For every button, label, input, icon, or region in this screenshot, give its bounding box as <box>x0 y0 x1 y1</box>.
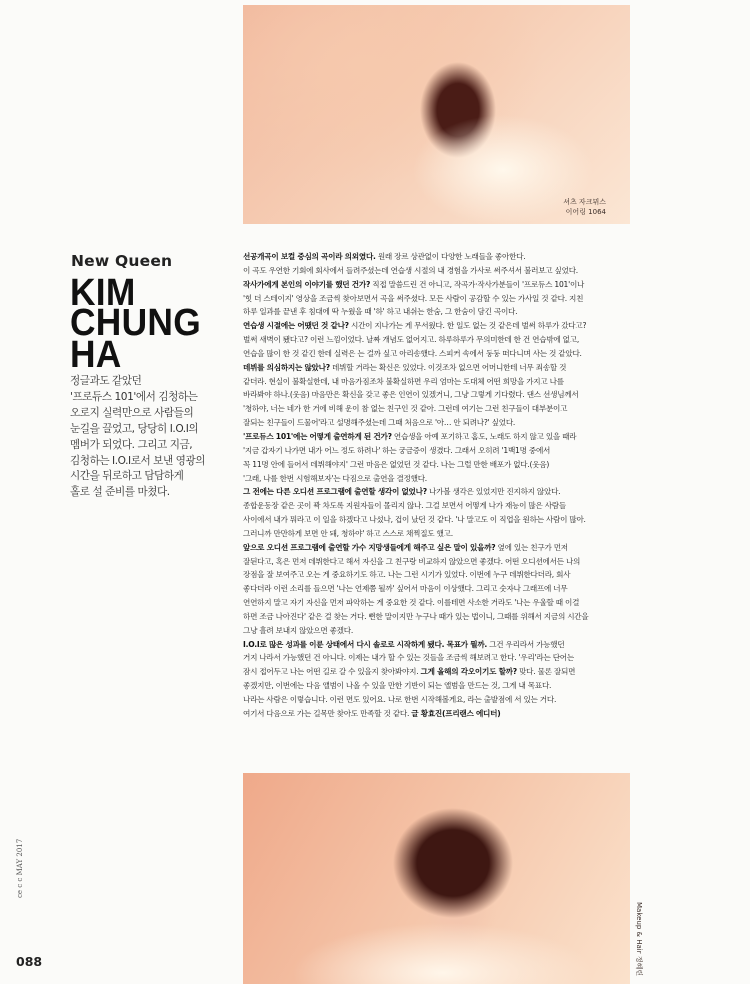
article-line <box>243 541 635 555</box>
interview-question: 그 전에는 다른 오디션 프로그램에 출연할 생각이 없었나? <box>243 487 427 497</box>
interview-answer: 연연하지 말고 자기 자신을 먼저 파악하는 게 중요한 것 같다. 이를테면 사소한 거라도 '나는 우울할 때 이걸 <box>243 598 580 608</box>
interview-answer: 꼭 11명 안에 들어서 데뷔해야지' 그런 마음은 없었던 것 같다. 나는 그럴 만한 배포가 없다.(웃음) <box>243 459 550 469</box>
headline-line: CHUNG <box>70 302 201 344</box>
intro-line: '프로듀스 101'에서 김청하는 <box>70 390 198 403</box>
interview-answer: 맞다. 물론 잘되면 <box>516 667 576 677</box>
headline-line: KIM <box>70 272 136 314</box>
article-line <box>243 305 635 319</box>
interview-question: 선공개곡이 보컬 중심의 곡이라 의외였다. <box>243 252 376 261</box>
section-eyebrow: New Queen <box>71 252 173 270</box>
article-line <box>243 651 635 665</box>
interview-answer: 나라는 사람은 이렇습니다. 이런 면도 있어요. 나로 한번 시작해볼게요, 라는 출발점에 서 있는 거다. <box>243 695 557 704</box>
interview-answer: 연습생을 아예 포기하고 홈도, 노래도 하지 않고 있을 때라 <box>391 431 577 441</box>
interview-answer: 그냥 흘려 보내지 않았으면 좋겠다. <box>243 625 354 635</box>
article-line <box>243 278 635 292</box>
article-line <box>243 430 635 444</box>
article-line <box>243 555 635 569</box>
interview-answer: 그러니까 만만하게 보면 안 돼, 청하야' 하고 스스로 채찍질도 했고. <box>243 528 453 538</box>
interview-answer: 그건 우리라서 가능했던 <box>487 639 565 649</box>
article-line <box>243 472 635 486</box>
interview-answer: 좋다더라 이런 소리를 들으면 '나는 언제쯤 될까' 싶어서 마음이 이상했다. 그리고 숫자나 그래프에 너무 <box>243 584 568 594</box>
article-line <box>243 264 635 278</box>
article-line <box>243 485 635 499</box>
interview-question: 연습생 시절에는 어땠던 것 같나? <box>243 321 349 331</box>
interview-answer: 시간이 지나가는 게 무서웠다. 한 일도 없는 것 같은데 벌써 하루가 갔다고? <box>348 321 587 331</box>
interview-answer: '그래, 나를 한번 시험해보자'는 다짐으로 출연을 결정했다. <box>243 473 427 483</box>
interview-answer: 거지 나라서 가능했던 건 아니다. 이제는 내가 할 수 있는 것들을 조금씩 해보려고 한다. '우리'라는 단어는 <box>243 653 574 663</box>
article-line <box>243 596 635 610</box>
article-line <box>243 513 635 527</box>
photo-credit-bottom: Makeup & Hair 정혜린 <box>635 902 643 977</box>
interview-question: 데뷔를 의심하지는 않았나? <box>243 362 330 372</box>
portrait-photo-top <box>243 5 630 224</box>
article-line <box>243 402 635 416</box>
article-line <box>243 610 635 624</box>
interview-answer: 좋겠지만, 이번에는 다음 앨범이 나올 수 있을 만한 기반이 되는 앨범을 만드는 것, 그게 내 목표다. <box>243 681 552 691</box>
interview-answer: 종합운동장 같은 곳이 꽉 차도록 지원자들이 몰리지 않나. 그걸 보면서 어떻게 나가 재능이 많은 사람들 <box>243 501 566 511</box>
interview-answer: 벌써 새벽이 됐다고? 이런 느낌이었다. 날짜 개념도 없어지고. 하루하루가 무의미한데 한 건 연습밖에 없고, <box>243 335 579 345</box>
interview-question: 그게 올해의 각오이기도 할까? <box>420 667 517 677</box>
article-line <box>243 568 635 582</box>
page-number: 088 <box>16 954 43 969</box>
article-line <box>243 638 635 652</box>
intro-line: 홀로 설 준비를 마쳤다. <box>70 486 170 499</box>
intro-line: 오로지 실력만으로 사람들의 <box>70 406 194 419</box>
article-line <box>243 458 635 472</box>
article-line <box>243 527 635 541</box>
interview-answer: '청하야, 너는 네가 한 거에 비해 운이 참 없는 친구인 것 같아. 그런데 여기는 그런 친구들이 대부분이고 <box>243 404 568 414</box>
interview-question: 앞으로 오디션 프로그램에 출연할 가수 지망생들에게 해주고 싶은 말이 있을까? <box>243 542 496 552</box>
interview-answer: 하루 일과를 끝낸 후 침대에 딱 누웠을 때 '하' 하고 내쉬는 한숨, 그 한숨이 담긴 곡이다. <box>243 307 518 317</box>
interview-answer: '지금 갑자기 나가면 내가 어느 정도 하려나' 하는 궁금증이 생겼다. 그래서 오히려 '1백1명 중에서 <box>243 445 551 455</box>
interview-answer: 사이에서 내가 뭐라고 이 일을 하겠다고 나섰나, 겁이 났던 것 같다. '나 말고도 이 직업을 원하는 사람이 많아. <box>243 515 586 525</box>
interview-question: '프로듀스 101'에는 어떻게 출연하게 된 건가? <box>243 431 392 441</box>
article-line <box>243 416 635 430</box>
interview-answer: 이 곡도 우연한 기회에 회사에서 들려주셨는데 연습생 시절의 내 경험을 가사로 써주셔서 불러보고 싶었다. <box>243 265 578 275</box>
intro-line: 시간을 뒤로하고 담담하게 <box>70 470 184 483</box>
interview-question: 글 황효진(프리랜스 에디터) <box>411 708 501 718</box>
article-line <box>243 693 635 707</box>
interview-answer: 옆에 있는 친구가 먼저 <box>495 542 568 552</box>
interview-answer: 잘되는 친구들이 드물어'라고 설명해주셨는데 그때 처음으로 '아… 안 되려나?' 싶었다. <box>243 418 516 428</box>
interview-answer: 직접 말씀드린 건 아니고, 작곡가·작사가분들이 '프로듀스 101'이나 <box>370 279 585 289</box>
headline-line: HA <box>70 334 122 376</box>
interview-answer: 연습을 많이 한 것 같긴 한데 실력은 는 걸까 싶고 아리송했다. 스피커 속에서 둥둥 떠다니며 사는 것 같았다. <box>243 348 582 358</box>
interview-answer: 원래 장르 상관없이 다양한 노래들을 좋아한다. <box>375 252 526 261</box>
credit-line: 셔츠 자크뮈스 <box>563 198 606 206</box>
interview-answer: 데뷔할 거라는 확신은 있었다. 이것조차 없으면 어머니한테 너무 죄송할 것 <box>329 362 567 372</box>
interview-answer: 잘된다고, 혹은 먼저 데뷔한다고 해서 자신을 그 친구랑 비교하지 않았으면 좋겠다. 어떤 오디션에서든 나의 <box>243 556 581 566</box>
portrait-photo-bottom <box>243 773 630 984</box>
interview-question: I.O.I로 많은 성과를 이룬 상태에서 다시 솔로로 시작하게 됐다. 목표가 뭘까. <box>243 639 488 649</box>
interview-answer: 여기서 다음으로 가는 길목만 찾아도 만족할 것 같다. <box>243 708 412 718</box>
intro-line: 정글과도 같았던 <box>70 375 142 387</box>
photo-credit-top <box>563 197 606 217</box>
article-line <box>243 707 635 721</box>
interview-answer: 바라봐야 하나.(웃음) 마음만은 확신을 갖고 좋은 인연이 있겠거니, 그냥 그렇게 기다렸다. 댄스 선생님께서 <box>243 390 579 400</box>
article-line <box>243 444 635 458</box>
article-line <box>243 375 635 389</box>
interview-answer: 장점을 잘 보여주고 오는 게 중요하기도 하고. 나는 그런 시기가 있었다. 이번에 누구 데뷔한다더라, 회사 <box>243 570 571 580</box>
intro-paragraph <box>70 374 220 501</box>
article-line <box>243 333 635 347</box>
intro-line: 눈길을 끌었고, 당당히 I.O.I의 <box>70 422 199 435</box>
interview-answer: 나가볼 생각은 있었지만 진지하지 않았다. <box>426 487 561 497</box>
article-line <box>243 319 635 333</box>
article-line <box>243 499 635 513</box>
article-line <box>243 347 635 361</box>
article-line <box>243 624 635 638</box>
interview-answer: 잠시 접어두고 나는 어떤 길로 갈 수 있을지 찾아봐야지. <box>243 667 421 677</box>
article-line <box>243 361 635 375</box>
article-line <box>243 679 635 693</box>
magazine-issue: ce c c MAY 2017 <box>16 838 24 898</box>
article-line <box>243 292 635 306</box>
intro-line: 멤버가 되었다. 그리고 지금, <box>70 438 193 451</box>
credit-line: 이어링 1064 <box>565 208 606 216</box>
interview-question: 작사가에게 본인의 이야기를 했던 건가? <box>243 279 371 289</box>
interview-answer: 같더라. 현실이 불확실한데, 내 마음가짐조차 불확실하면 우리 엄마는 도대체 어떤 희망을 가지고 나를 <box>243 376 564 386</box>
article-line <box>243 250 635 264</box>
interview-answer: 하면 조금 나아진다' 같은 걸 찾는 거다. 뻔한 말이지만 누구나 때가 있는 법이니, 그때를 위해서 지금의 시간을 <box>243 611 589 621</box>
article-body <box>243 250 635 721</box>
article-line <box>243 665 635 679</box>
article-line <box>243 582 635 596</box>
interview-answer: '힛 더 스테이지' 영상을 조금씩 찾아보면서 곡을 써주셨다. 모든 사람이 공감할 수 있는 가사일 것 같다. 지친 <box>243 293 584 303</box>
intro-line: 김청하는 I.O.I로서 보낸 영광의 <box>70 454 206 467</box>
article-line <box>243 388 635 402</box>
